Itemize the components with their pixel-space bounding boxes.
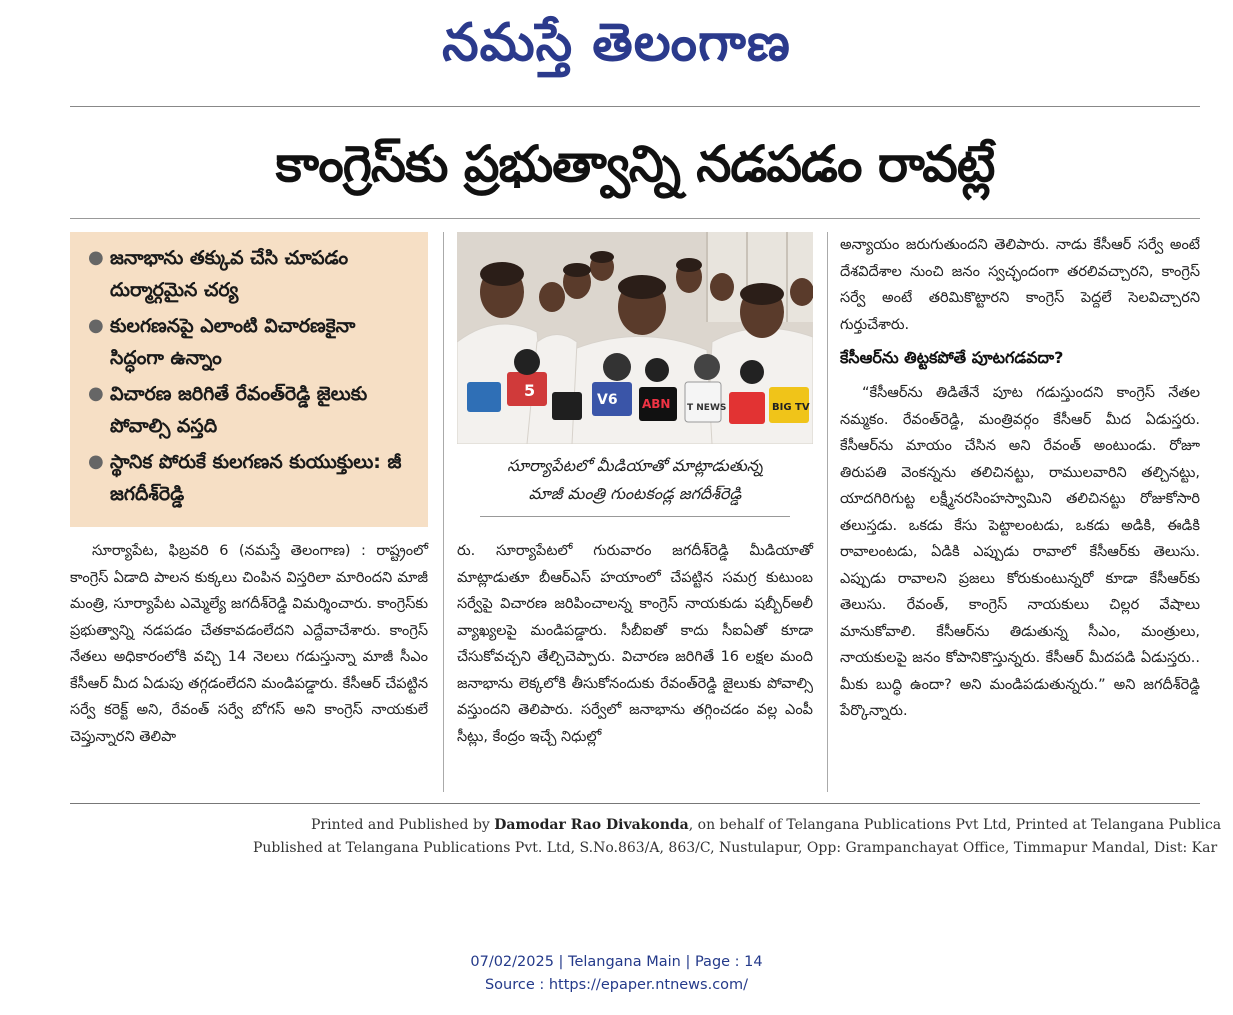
edition-info: 07/02/2025 | Telangana Main | Page : 14 [470, 954, 763, 970]
bullet-icon: ● [88, 383, 104, 404]
highlight-text: స్థానిక పోరుకే కులగణన కుయుక్తులు: జీ జగదీశ్‌రెడ్డి [110, 451, 402, 505]
highlight-text: జనాభాను తక్కువ చేసి చూపడం దుర్మార్గమైన చర్య [110, 247, 349, 301]
imprint-line-1 [0, 817, 1233, 833]
headline-divider [70, 218, 1200, 219]
imprint-suffix: , on behalf of Telangana Publications Pvt Ltd, Printed at Telangana Publica [688, 817, 1222, 833]
article-column-1 [70, 538, 428, 750]
highlight-text: విచారణ జరిగితే రేవంత్‌రెడ్డి జైలుకు పోవాల్సి వస్తది [110, 383, 368, 437]
highlight-item [88, 446, 414, 510]
bullet-icon: ● [88, 451, 104, 472]
source-link[interactable]: Source : https://epaper.ntnews.com/ [484, 977, 749, 993]
mic-label: ABN [642, 397, 671, 411]
masthead-divider [70, 106, 1200, 107]
article-paragraph: రు. సూర్యాపేటలో గురువారం జగదీశ్‌రెడ్డి మీడియాతో మాట్లాడుతూ బీఆర్‌ఎస్ హయాంలో చేపట్టిన సమగ్ర కుటుంబ సర్వేపై విచారణ జరిపించాలన్న కాంగ్రెస్ నాయకుడు షబ్బీర్‌అలీ వ్యాఖ్యలపై మండిపడ్డారు. సీబీఐతో కాదు సీఐఏతో కూడా చేసుకోవచ్చని తేల్చిచెప్పారు. విచారణ జరిగితే 16 లక్షల మంది జనాభాను లెక్కలోకి తీసుకోనందుకు రేవంత్‌రెడ్డి జైలుకు పోవాల్సి వస్తుందని తెలిపారు. సర్వేలో జనాభాను తగ్గించడం వల్ల ఎంపీ సీట్లు, కేంద్రం ఇచ్చే నిధుల్లో [457, 543, 813, 745]
publisher-name: Damodar Rao Divakonda [494, 817, 689, 833]
article-paragraph: అన్యాయం జరుగుతుందని తెలిపారు. నాడు కేసీఆర్ సర్వే అంటే దేశవిదేశాల నుంచి జనం స్వచ్ఛందంగా తరలివచ్చారని, కాంగ్రెస్ సర్వే అంటే తరిమికొట్టారని కాంగ్రెస్ పెద్దలే సెలవిచ్చారని గుర్తుచేశారు. [840, 237, 1200, 333]
highlight-item [88, 242, 414, 306]
highlight-item [88, 378, 414, 442]
bullet-icon: ● [88, 247, 104, 268]
article-paragraph: “కేసీఆర్‌ను తిడితేనే పూట గడుస్తుందని కాంగ్రెస్ నేతల నమ్మకం. రేవంత్‌రెడ్డి, మంత్రివర్గం కేసీఆర్ మీద ఏడుస్తరు. కేసీఆర్‌ను మాయం చేసిన అని రేవంత్ అంటుండు. రోజూ తిరుపతి వెంకన్నను తలిచినట్టు, రాములవారిని తల్చినట్టు, యాదగిరిగుట్ట లక్ష్మీనరసింహస్వామిని తలిచినట్టు రోజుకోసారి తలుస్తడు. ఒకడు కేసు పెట్టాలంటడు, ఒకడు అడికి, ఈడికి రావాలంటడు, ఏడికి ఎప్పుడు రావాలో కేసీఆర్‌కు తెలుసు. ఎప్పుడు రావాలని ప్రజలు కోరుకుంటున్నరో కూడా కేసీఆర్‌కు తెలుసు. రేవంత్, కాంగ్రెస్ నాయకులు చిల్లర వేషాలు మానుకోవాలి. కేసీఆర్‌ను తిడుతున్న సీఎం, మంత్రులు, నాయకులపై జనం కోపానికొస్తున్నరు. కేసీఆర్ మీదపడి ఏడుస్తరు.. మీకు బుద్ధి ఉందా? అని మండిపడుతున్నరు.” అని జగదీశ్‌రెడ్డి పేర్కొన్నారు. [840, 385, 1200, 719]
photo-caption [457, 452, 813, 508]
press-photo-illustration [457, 232, 813, 444]
article-column-3 [840, 232, 1200, 725]
imprint-prefix: Printed and Published by [311, 817, 495, 833]
caption-line: మాజీ మంత్రి గుంటకండ్ల జగదీశ్‌రెడ్డి [528, 484, 742, 503]
article-subheading: కేసీఆర్‌ను తిట్టకపోతే పూటగడవదా? [840, 348, 1064, 367]
column-divider [827, 232, 828, 792]
highlights-box [70, 232, 428, 527]
bullet-icon: ● [88, 315, 104, 336]
caption-line: సూర్యాపేటలో మీడియాతో మాట్లాడుతున్న [507, 456, 763, 475]
article-column-2 [457, 538, 813, 750]
column-divider [443, 232, 444, 792]
article-paragraph: సూర్యాపేట, ఫిబ్రవరి 6 (నమస్తే తెలంగాణ) : రాష్ట్రంలో కాంగ్రెస్ ఏడాది పాలన కుక్కలు చింపిన విస్తరిలా మారిందని మాజీ మంత్రి, సూర్యాపేట ఎమ్మెల్యే జగదీశ్‌రెడ్డి విమర్శించారు. కాంగ్రెస్‌కు ప్రభుత్వాన్ని నడపడం చేతకావడంలేదని ఎద్దేవాచేశారు. కాంగ్రెస్ నేతలు అధికారంలోకి వచ్చి 14 నెలలు గడుస్తున్నా మాజీ సీఎం కేసీఆర్ మీద ఏడుపు తగ్గడంలేదని మండిపడ్డారు. కేసీఆర్ చేపట్టిన సర్వే కరెక్ట్ అని, రేవంత్ సర్వే బోగస్ అని కాంగ్రెస్ నాయకులే చెప్తున్నారని తెలిపా [70, 543, 428, 745]
mic-label: 5 [524, 381, 536, 400]
footer-divider [70, 803, 1200, 804]
mic-label: V6 [597, 392, 618, 408]
highlights-list [70, 232, 428, 510]
imprint-line-2: Published at Telangana Publications Pvt. Ltd, S.No.863/A, 863/C, Nustulapur, Opp: Grampanchayat Office, Timmapur Mandal, Dist: Kar [253, 840, 1218, 856]
caption-divider [480, 516, 790, 517]
mic-label: T NEWS [687, 403, 727, 413]
press-photo [457, 232, 813, 444]
article-headline: కాంగ్రెస్‌కు ప్రభుత్వాన్ని నడపడం రావట్లే [275, 135, 995, 193]
highlight-item [88, 310, 414, 374]
mic-label: BIG TV [772, 402, 810, 413]
masthead-title: నమస్తే తెలంగాణ [442, 13, 791, 73]
highlight-text: కులగణనపై ఎలాంటి విచారణకైనా సిద్ధంగా ఉన్నాం [110, 315, 356, 369]
